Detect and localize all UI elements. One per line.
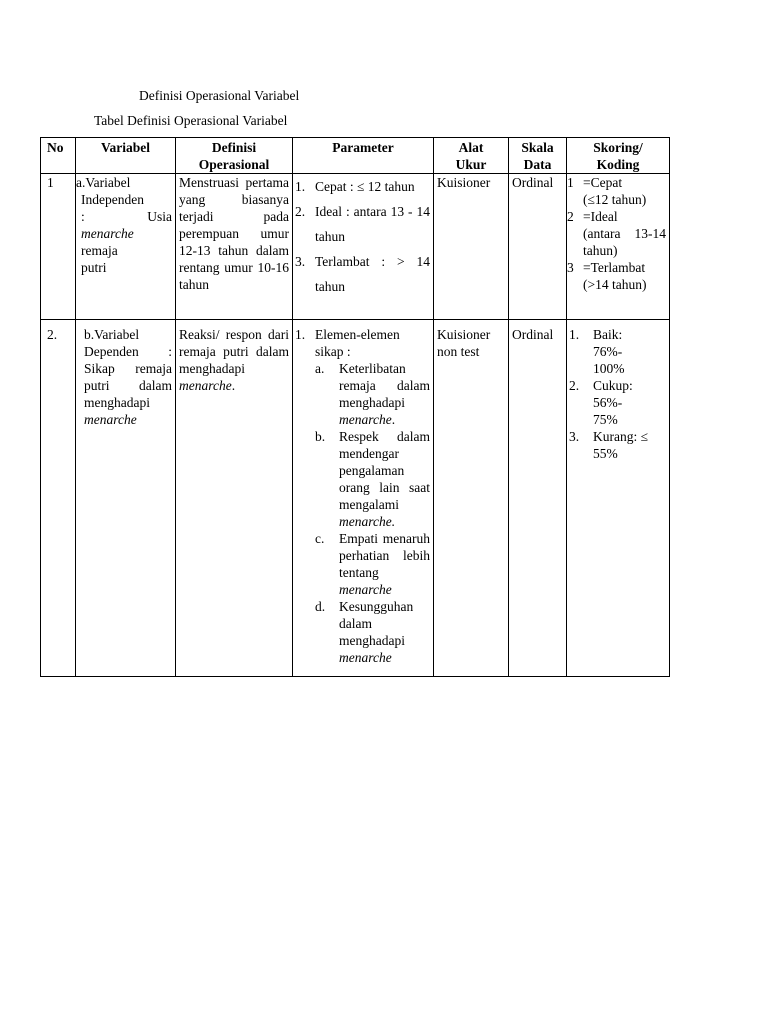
list-item (295, 360, 430, 428)
list-text (593, 428, 666, 462)
list-text-line: 55% (593, 446, 618, 461)
list-text-line: (≤12 tahun) (583, 192, 647, 207)
list-text (583, 208, 666, 259)
list-number: 1. (295, 179, 306, 194)
list-item (295, 199, 430, 249)
list-text (583, 259, 666, 293)
list-text-menarche: menarche. (339, 514, 396, 529)
header-skala-data (509, 138, 567, 174)
row2-skoring (567, 320, 670, 677)
list-text-menarche: menarche (339, 582, 392, 597)
list-text (339, 360, 430, 428)
row2-definisi-menarche: menarche (179, 378, 232, 393)
list-text: Cepat : ≤ 12 tahun (315, 179, 415, 194)
list-text: Ideal : antara 13 - 14 tahun (315, 204, 430, 244)
list-text-line: Cukup: (593, 378, 633, 393)
list-number: 3. (569, 429, 580, 444)
row1-alat-ukur: Kuisioner (434, 174, 509, 320)
list-text-line: 56%- (593, 395, 623, 410)
list-text-main: Empati menaruh perhatian lebih tentang (339, 531, 430, 580)
list-text (593, 377, 666, 428)
list-text (339, 598, 430, 666)
list-text-line: =Cepat (583, 175, 623, 190)
list-item (569, 377, 666, 428)
table-row (41, 174, 670, 320)
list-text-line: (>14 tahun) (583, 277, 647, 292)
header-alat-line1: Alat (458, 140, 484, 155)
row2-parameter-head (295, 326, 430, 360)
row1-definisi: Menstruasi pertama yang biasanya terjadi pada perempuan umur 12-13 tahun dalam rentang umur 10-16 tahun (176, 174, 293, 320)
list-text-line: =Terlambat (583, 260, 646, 275)
row2-definisi (176, 320, 293, 677)
row1-skoring (567, 174, 670, 320)
row1-parameter (293, 174, 434, 320)
row2-parameter (293, 320, 434, 677)
list-item (569, 428, 666, 462)
row2-no: 2. (41, 320, 76, 677)
list-text (339, 530, 430, 598)
header-skoring (567, 138, 670, 174)
row1-variabel-menarche: menarche (81, 226, 134, 241)
list-item (295, 249, 430, 299)
list-text-line: 75% (593, 412, 618, 427)
list-item (567, 174, 666, 208)
list-text-main: Kesungguhan dalam menghadapi (339, 599, 414, 648)
header-definisi (176, 138, 293, 174)
list-text-line: (antara 13-14 tahun) (583, 226, 666, 258)
list-number: c. (315, 531, 325, 546)
row1-variabel-usia: Usia (147, 209, 172, 224)
header-definisi-line2: Operasional (198, 157, 270, 172)
row2-variabel-menarche: menarche (84, 412, 137, 427)
row2-definisi-end: . (231, 378, 236, 393)
row2-variabel-line: b.Variabel (84, 327, 140, 342)
row1-variabel-line: putri (81, 260, 107, 275)
list-number: 2 (567, 209, 574, 224)
list-number: 1. (569, 327, 580, 342)
list-text-line: Baik: (593, 327, 623, 342)
list-text-line: 76%- (593, 344, 623, 359)
row2-skala: Ordinal (509, 320, 567, 677)
list-item (567, 259, 666, 293)
list-text-end: . (391, 412, 396, 427)
header-alat-ukur (434, 138, 509, 174)
list-text-line: Kurang: ≤ (593, 429, 649, 444)
header-no: No (41, 138, 76, 174)
list-text (583, 174, 666, 208)
list-text-main: Keterlibatan remaja dalam menghadapi (339, 361, 430, 410)
row2-parameter-head-text: Elemen-elemen sikap : (315, 327, 400, 359)
list-number: 3. (295, 254, 306, 269)
row1-variabel-line: remaja (81, 243, 118, 258)
header-skoring-line2: Koding (596, 157, 640, 172)
list-number: 2. (569, 378, 580, 393)
list-text-menarche: menarche (339, 412, 392, 427)
list-text (339, 428, 430, 530)
row1-no: 1 (41, 174, 76, 320)
row2-variabel-line: Sikap remaja putri dalam menghadapi (84, 361, 172, 410)
table-title: Tabel Definisi Operasional Variabel (94, 113, 288, 128)
header-skala-line1: Skala (521, 140, 554, 155)
list-item (295, 428, 430, 530)
header-skala-line2: Data (523, 157, 552, 172)
list-text-menarche: menarche (339, 650, 392, 665)
list-number: d. (315, 599, 326, 614)
header-skoring-line1: Skoring/ (593, 140, 643, 155)
header-parameter: Parameter (293, 138, 434, 174)
row2-parameter-head-number: 1. (295, 327, 306, 342)
table-row (41, 320, 670, 677)
list-number: 1 (567, 175, 574, 190)
list-text-line: =Ideal (583, 209, 618, 224)
list-item (295, 530, 430, 598)
row2-alat-ukur: Kuisioner non test (434, 320, 509, 677)
row2-variabel-line: Dependen : (84, 344, 172, 359)
row1-variabel-line: a.Variabel (76, 175, 131, 190)
row2-definisi-text: Reaksi/ respon dari remaja putri dalam menghadapi (179, 327, 289, 376)
list-item (569, 326, 666, 377)
list-number: a. (315, 361, 325, 376)
list-number: 3 (567, 260, 574, 275)
row1-skala: Ordinal (509, 174, 567, 320)
row1-variabel-colon: : (81, 209, 85, 224)
page-title: Definisi Operasional Variabel (139, 88, 300, 103)
list-number: 2. (295, 204, 306, 219)
row1-variabel-line: Independen (81, 192, 144, 207)
header-variabel: Variabel (76, 138, 176, 174)
list-item (295, 598, 430, 666)
row1-variabel (76, 174, 176, 320)
header-alat-line2: Ukur (455, 157, 487, 172)
list-text (593, 326, 666, 377)
list-item (295, 174, 430, 199)
list-item (567, 208, 666, 259)
list-text-main: Respek dalam mendengar pengalaman orang lain saat mengalami (339, 429, 430, 512)
row2-variabel (76, 320, 176, 677)
list-text-line: 100% (593, 361, 625, 376)
list-number: b. (315, 429, 326, 444)
table-header-row (41, 138, 670, 174)
definition-table (40, 137, 670, 677)
header-definisi-line1: Definisi (211, 140, 257, 155)
list-text: Terlambat : > 14 tahun (315, 254, 430, 294)
